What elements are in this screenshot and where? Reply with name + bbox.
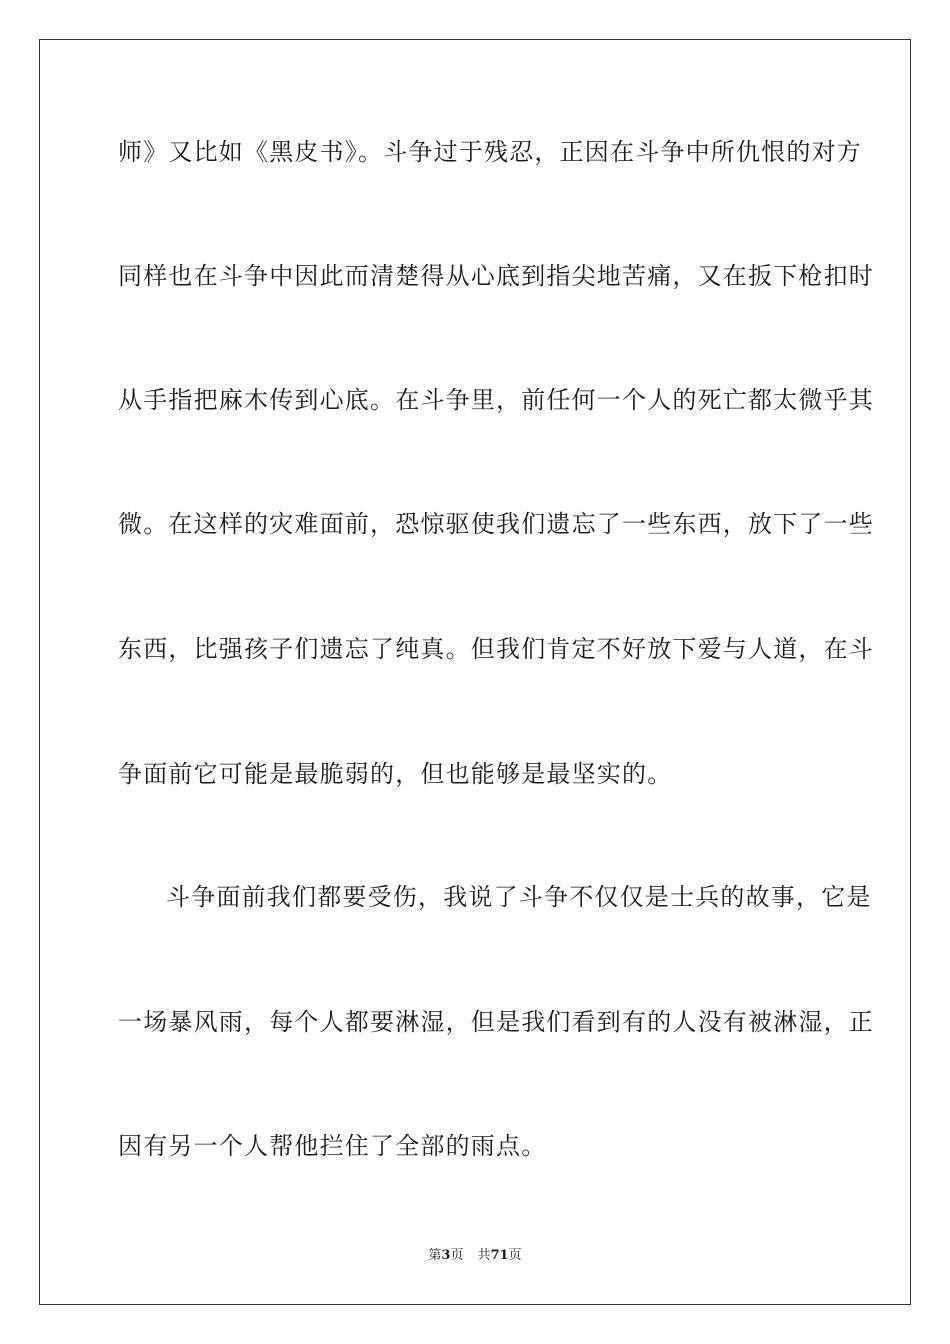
text-line-7-paragraph-start: 斗争面前我们都要受伤，我说了斗争不仅仅是士兵的故事，它是 [166, 883, 872, 911]
text-line-3: 从手指把麻木传到心底。在斗争里，前任何一个人的死亡都太微乎其 [118, 386, 874, 414]
text-line-2: 同样也在斗争中因此而清楚得从心底到指尖地苦痛，又在扳下枪扣时 [118, 262, 874, 290]
total-suffix: 页 [508, 1248, 522, 1263]
page-prefix: 第 [428, 1248, 442, 1263]
page-border [39, 39, 911, 1305]
page-number: 3 [441, 1248, 451, 1263]
text-line-4: 微。在这样的灾难面前，恐惊驱使我们遗忘了一些东西，放下了一些 [118, 510, 874, 538]
total-prefix: 共 [477, 1248, 491, 1263]
page-suffix: 页 [450, 1248, 464, 1263]
text-line-6: 争面前它可能是最脆弱的，但也能够是最坚实的。 [118, 760, 673, 788]
total-pages: 71 [490, 1248, 509, 1263]
text-line-1: 师》又比如《黑皮书》。斗争过于残忍，正因在斗争中所仇恨的对方 [118, 138, 862, 166]
page-footer [0, 1247, 950, 1265]
text-line-5: 东西，比强孩子们遗忘了纯真。但我们肯定不好放下爱与人道，在斗 [118, 635, 874, 663]
text-line-9: 因有另一个人帮他拦住了全部的雨点。 [118, 1132, 547, 1160]
text-line-8: 一场暴风雨，每个人都要淋湿，但是我们看到有的人没有被淋湿，正 [118, 1008, 874, 1036]
